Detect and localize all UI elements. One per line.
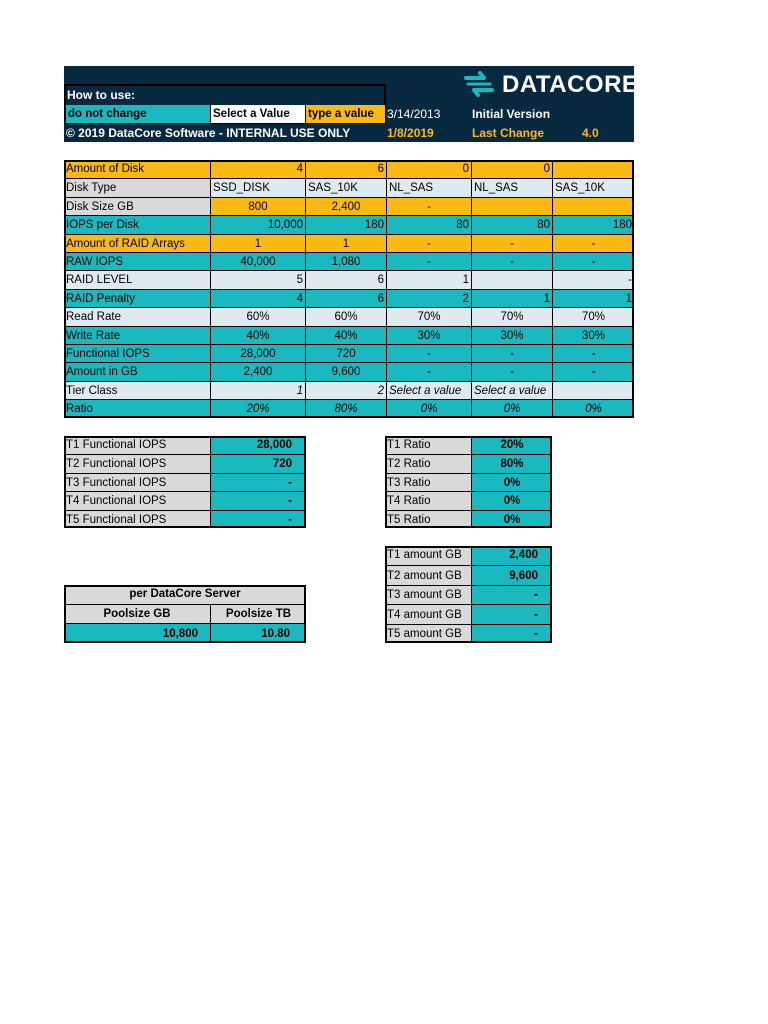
last-change-label: Last Change [472, 126, 545, 140]
table-cell: 40% [210, 326, 305, 344]
table-cell[interactable]: 0 [471, 160, 552, 178]
row-label: Read Rate [64, 307, 210, 326]
amounts-label: T4 amount GB [385, 604, 471, 624]
table-cell: 180 [305, 215, 386, 234]
table-cell[interactable] [552, 381, 634, 399]
row-label: Amount of RAID Arrays [64, 234, 210, 252]
table-cell[interactable]: SAS_10K [552, 178, 634, 197]
ratios-label: T3 Ratio [385, 473, 471, 491]
poolsize-tb-label: Poolsize TB [210, 604, 306, 623]
table-cell[interactable]: SAS_10K [305, 178, 386, 197]
ratios-label: T1 Ratio [385, 436, 471, 454]
table-cell[interactable]: - [386, 197, 471, 215]
functional-iops-value: 720 [210, 454, 306, 473]
table-cell: 30% [552, 326, 634, 344]
table-cell[interactable] [552, 197, 634, 215]
poolsize-gb-label: Poolsize GB [64, 604, 210, 623]
amounts-value: 9,600 [471, 565, 552, 585]
poolsize-tb-value: 10.80 [210, 623, 306, 643]
row-label: IOPS per Disk [64, 215, 210, 234]
amounts-value: - [471, 604, 552, 624]
amounts-value: - [471, 585, 552, 604]
table-cell: 1 [552, 289, 634, 307]
table-cell: 2,400 [210, 362, 305, 381]
table-cell: 10,000 [210, 215, 305, 234]
table-cell: 4 [210, 289, 305, 307]
poolsize-table [64, 585, 306, 643]
amounts-value: - [471, 624, 552, 643]
functional-iops-value: - [210, 510, 306, 528]
table-cell[interactable]: 1 [210, 381, 305, 399]
table-cell: - [552, 344, 634, 362]
table-cell: 70% [552, 307, 634, 326]
functional-iops-value: - [210, 473, 306, 491]
legend-do-not-change: do not change [66, 105, 210, 123]
table-cell: 720 [305, 344, 386, 362]
legend-type-value: type a value [305, 105, 385, 123]
functional-iops-value: 28,000 [210, 436, 306, 454]
table-cell: 0% [386, 399, 471, 418]
ratios-label: T2 Ratio [385, 454, 471, 473]
table-cell: - [471, 252, 552, 270]
table-cell: 80% [305, 399, 386, 418]
table-cell[interactable]: 4 [210, 160, 305, 178]
table-cell[interactable]: Select a value [471, 381, 552, 399]
table-cell: 2 [386, 289, 471, 307]
functional-iops-label: T5 Functional IOPS [64, 510, 210, 528]
table-cell[interactable]: 1 [305, 234, 386, 252]
tier-ratio-table [385, 436, 552, 528]
table-cell[interactable]: NL_SAS [386, 178, 471, 197]
table-cell[interactable]: 6 [305, 160, 386, 178]
row-label: Write Rate [64, 326, 210, 344]
how-to-use-label: How to use: [67, 88, 135, 102]
table-cell[interactable]: 2 [305, 381, 386, 399]
table-cell: 0% [471, 399, 552, 418]
table-cell: 1,080 [305, 252, 386, 270]
table-cell: - [552, 270, 634, 289]
table-cell: 5 [210, 270, 305, 289]
functional-iops-table [64, 436, 306, 528]
table-cell[interactable]: 800 [210, 197, 305, 215]
table-cell: 0% [552, 399, 634, 418]
ratios-value: 0% [471, 473, 552, 491]
table-cell: 70% [386, 307, 471, 326]
datacore-logo [462, 68, 639, 102]
table-cell[interactable]: Select a value [386, 381, 471, 399]
ratios-label: T4 Ratio [385, 491, 471, 510]
tier-amount-table [385, 546, 552, 643]
functional-iops-label: T4 Functional IOPS [64, 491, 210, 510]
table-cell: 80 [386, 215, 471, 234]
table-cell: 60% [305, 307, 386, 326]
ratios-value: 0% [471, 491, 552, 510]
disk-config-table [64, 160, 634, 418]
table-cell[interactable]: NL_SAS [471, 178, 552, 197]
table-cell[interactable]: - [386, 234, 471, 252]
amounts-label: T3 amount GB [385, 585, 471, 604]
table-cell: - [552, 362, 634, 381]
table-cell: - [471, 362, 552, 381]
table-cell: 70% [471, 307, 552, 326]
table-cell[interactable]: 0 [386, 160, 471, 178]
table-cell: - [386, 252, 471, 270]
legend-select-value: Select a Value [210, 105, 305, 123]
table-cell[interactable] [471, 197, 552, 215]
version-number: 4.0 [582, 126, 599, 140]
table-cell[interactable]: SSD_DISK [210, 178, 305, 197]
last-change-date: 1/8/2019 [387, 126, 434, 140]
functional-iops-label: T1 Functional IOPS [64, 436, 210, 454]
row-label: Ratio [64, 399, 210, 418]
row-label: Disk Type [64, 178, 210, 197]
pool-title: per DataCore Server [64, 585, 306, 604]
table-cell: - [386, 362, 471, 381]
copyright-text: © 2019 DataCore Software - INTERNAL USE ONLY [66, 126, 351, 140]
datacore-logo-icon [462, 68, 496, 102]
table-cell: - [471, 344, 552, 362]
table-cell[interactable]: - [552, 234, 634, 252]
table-cell: 80 [471, 215, 552, 234]
table-cell: 40% [305, 326, 386, 344]
row-label: RAW IOPS [64, 252, 210, 270]
table-cell: 1 [471, 289, 552, 307]
amounts-label: T2 amount GB [385, 565, 471, 585]
table-cell[interactable] [552, 160, 634, 178]
amounts-value: 2,400 [471, 546, 552, 565]
logo-wordmark: DATACORE [502, 71, 639, 98]
row-label: Amount in GB [64, 362, 210, 381]
ratios-value: 20% [471, 436, 552, 454]
row-label: Disk Size GB [64, 197, 210, 215]
table-cell[interactable]: 1 [210, 234, 305, 252]
row-label: Tier Class [64, 381, 210, 399]
functional-iops-label: T2 Functional IOPS [64, 454, 210, 473]
table-cell: - [386, 344, 471, 362]
table-cell[interactable]: - [471, 234, 552, 252]
table-cell: 40,000 [210, 252, 305, 270]
table-cell: 28,000 [210, 344, 305, 362]
row-label: Amount of Disk [64, 160, 210, 178]
poolsize-gb-value: 10,800 [64, 623, 210, 643]
table-cell: 9,600 [305, 362, 386, 381]
functional-iops-label: T3 Functional IOPS [64, 473, 210, 491]
table-cell: 60% [210, 307, 305, 326]
ratios-value: 0% [471, 510, 552, 528]
row-label: Functional IOPS [64, 344, 210, 362]
initial-version-date: 3/14/2013 [387, 107, 441, 121]
functional-iops-value: - [210, 491, 306, 510]
row-label: RAID Penalty [64, 289, 210, 307]
table-cell: 1 [386, 270, 471, 289]
row-label: RAID LEVEL [64, 270, 210, 289]
table-cell: 30% [471, 326, 552, 344]
ratios-value: 80% [471, 454, 552, 473]
amounts-label: T5 amount GB [385, 624, 471, 643]
table-cell: 6 [305, 289, 386, 307]
table-cell: - [552, 252, 634, 270]
table-cell: 20% [210, 399, 305, 418]
ratios-label: T5 Ratio [385, 510, 471, 528]
amounts-label: T1 amount GB [385, 546, 471, 565]
table-cell: 30% [386, 326, 471, 344]
table-cell [471, 270, 552, 289]
table-cell: 180 [552, 215, 634, 234]
initial-version-label: Initial Version [472, 107, 551, 121]
table-cell[interactable]: 2,400 [305, 197, 386, 215]
table-cell: 6 [305, 270, 386, 289]
